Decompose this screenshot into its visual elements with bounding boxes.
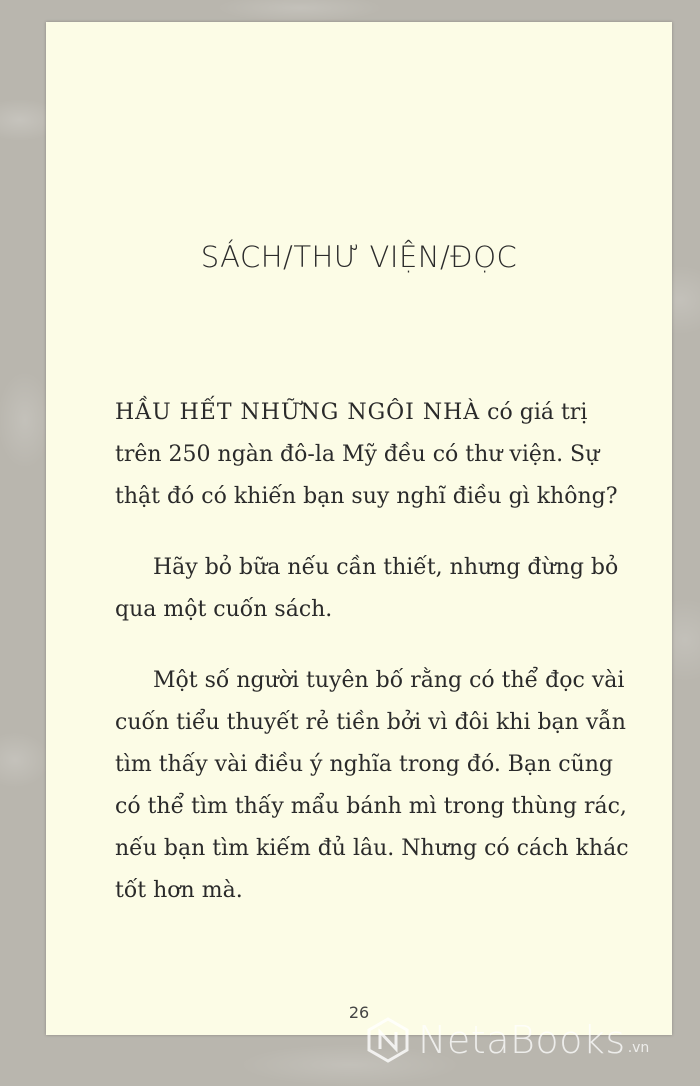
body-text — [115, 392, 635, 941]
watermark — [364, 1010, 700, 1070]
book-page — [46, 22, 672, 1035]
paragraph-3: Một số người tuyên bố rằng có thể đọc vài cuốn tiểu thuyết rẻ tiền bởi vì đôi khi bạn vẫn tìm thấy vài điều ý nghĩa trong đó. Bạn cũng có thể tìm thấy mẩu bánh mì trong thùng rác, nếu bạn tìm kiếm đủ lâu. Nhưng có cách khác tốt hơn mà. — [115, 668, 629, 903]
page-number: 26 — [348, 1003, 370, 1022]
paragraph-1-text: có giá trị trên 250 ngàn đô-la Mỹ đều có thư viện. Sự thật đó có khiến bạn suy nghĩ điều gì không? — [115, 400, 618, 509]
watermark-suffix: .vn — [627, 1040, 650, 1056]
paragraph-2: Hãy bỏ bữa nếu cần thiết, nhưng đừng bỏ qua một cuốn sách. — [115, 555, 619, 622]
watermark-brand: NetaBooks — [418, 1018, 626, 1062]
chapter-title: SÁCH/THƯ VIỆN/ĐỌC — [200, 240, 518, 274]
paragraph-1 — [115, 392, 635, 518]
netabooks-logo-icon — [364, 1016, 412, 1064]
paragraph-lead: HẦU HẾT NHỮNG NGÔI NHÀ — [115, 400, 481, 425]
